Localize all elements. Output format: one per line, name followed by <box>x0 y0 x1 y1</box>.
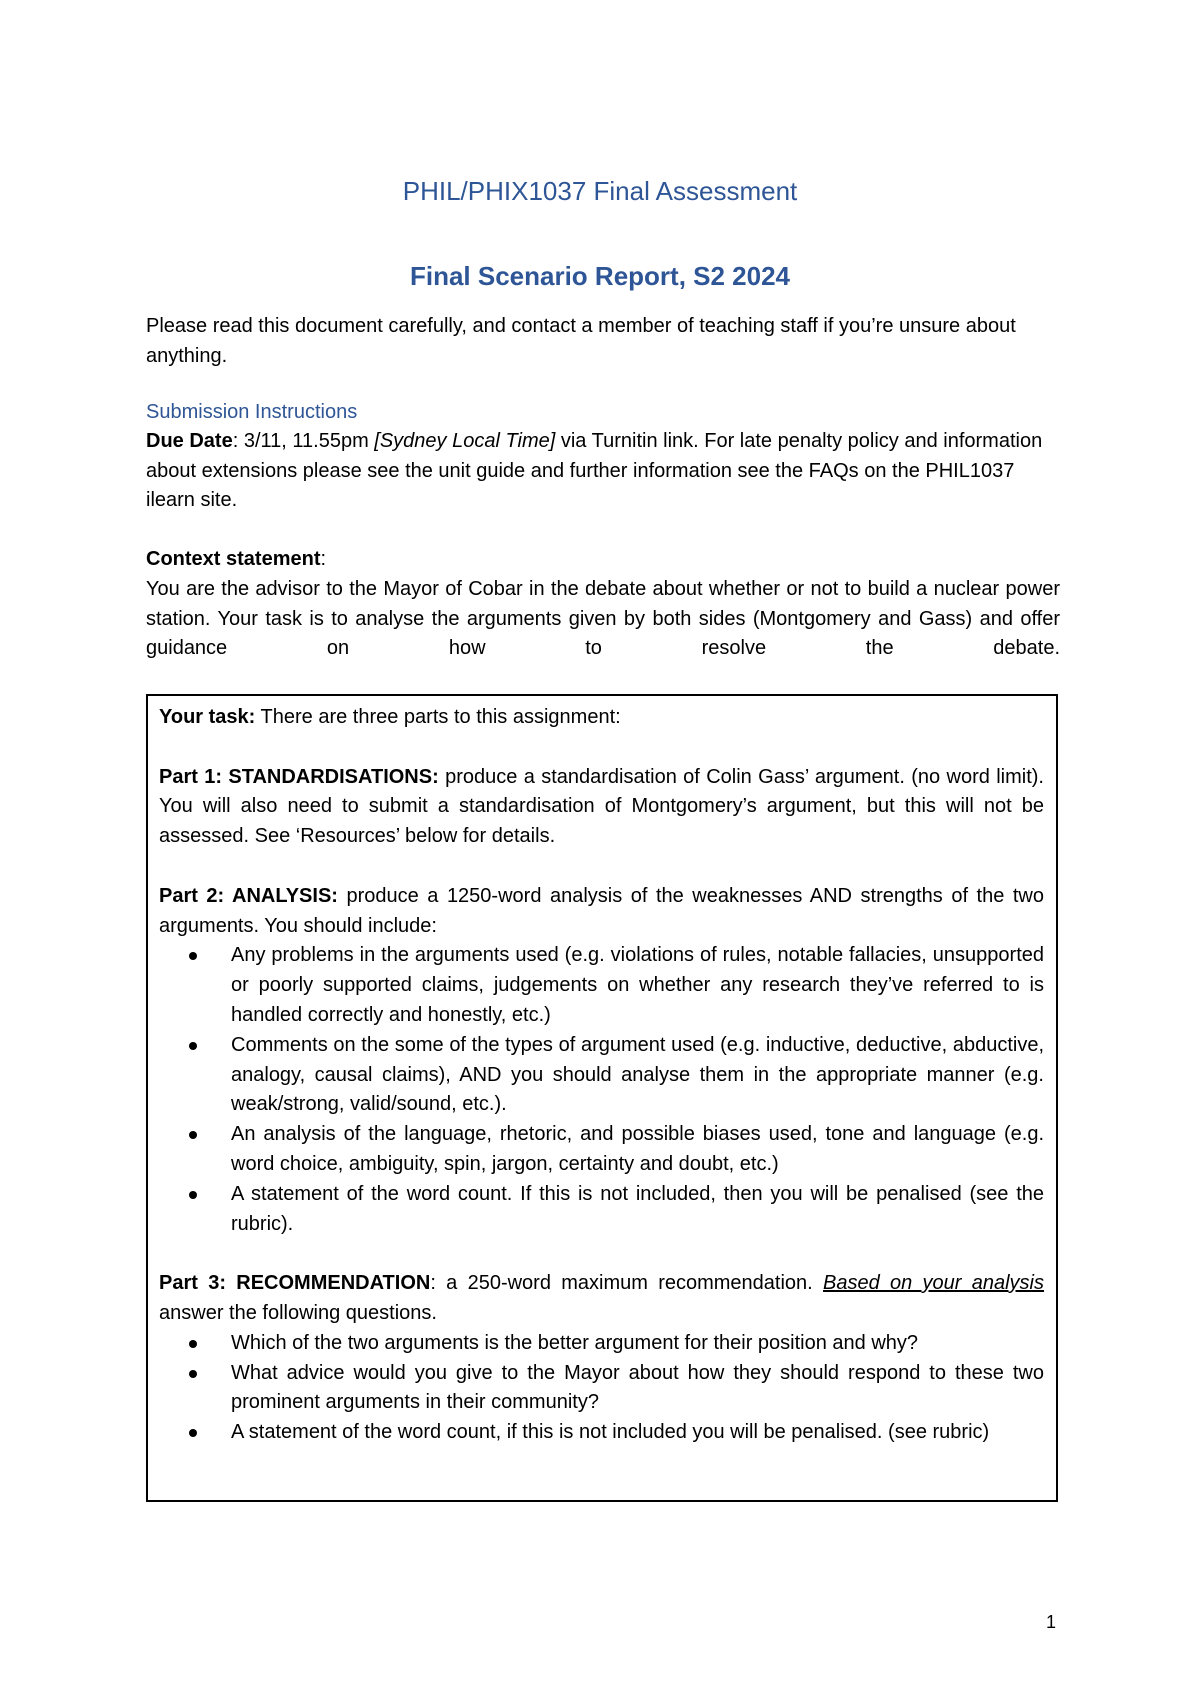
part2-label: Part 2: ANALYSIS: <box>159 884 338 907</box>
part1-paragraph <box>159 763 1044 852</box>
spacer <box>159 733 1044 763</box>
task-intro-label: Your task: <box>159 706 256 728</box>
list-item: An analysis of the language, rhetoric, and possible biases used, tone and language (e.g. word choice, ambiguity, spin, jargon, certainty and doubt, etc.) <box>231 1120 1044 1180</box>
task-intro <box>159 703 1044 733</box>
context-heading-colon: : <box>320 548 327 570</box>
task-box <box>146 694 1058 1502</box>
part1-label: Part 1: STANDARDISATIONS: <box>159 765 439 788</box>
part3-bullet-list <box>159 1329 1044 1448</box>
document-title: PHIL/PHIX1037 Final Assessment <box>402 176 798 206</box>
part3-text-b: answer the following questions. <box>159 1301 437 1324</box>
due-date-details: via Turnitin link. For late penalty policy and information about extensions please see the unit guide and further information see the FAQs on the PHIL1037 ilearn site. <box>146 430 1043 511</box>
list-item: Any problems in the arguments used (e.g. violations of rules, notable fallacies, unsupported or poorly supported claims, judgements on whether any research they’ve referred to is handled correctly and honestly, etc.) <box>231 941 1044 1030</box>
due-date-timezone: [Sydney Local Time] <box>374 430 556 452</box>
part2-bullet-list <box>159 941 1044 1239</box>
part3-paragraph <box>159 1269 1044 1329</box>
part2-text: produce a 1250-word analysis of the weaknesses AND strengths of the two arguments. You should include: <box>159 884 1044 937</box>
list-item: A statement of the word count, if this is not included you will be penalised. (see rubric) <box>231 1418 1044 1448</box>
due-date-colon: : <box>232 430 239 452</box>
list-item: Comments on the some of the types of argument used (e.g. inductive, deductive, abductive, analogy, causal claims), AND you should analyse them in the appropriate manner (e.g. weak/strong, valid/sound, etc.). <box>231 1031 1044 1120</box>
spacer <box>159 1239 1044 1269</box>
part3-label: Part 3: RECOMMENDATION <box>159 1272 431 1295</box>
due-date-time: 3/11, 11.55pm <box>238 430 375 452</box>
document-subtitle: Final Scenario Report, S2 2024 <box>409 261 791 291</box>
submission-heading: Submission Instructions <box>146 401 358 423</box>
context-heading-label: Context statement <box>146 548 321 570</box>
list-item: What advice would you give to the Mayor about how they should respond to these two prominent arguments in their community? <box>231 1359 1044 1419</box>
context-heading <box>146 545 1060 575</box>
task-intro-text: There are three parts to this assignment: <box>255 706 621 728</box>
context-body: You are the advisor to the Mayor of Cobar in the debate about whether or not to build a nuclear power station. Your task is to analyse the arguments given by both sides (Montgomery and Gass) and offer guidance on how to resolve the debate. <box>146 578 1060 659</box>
part3-underlined-text: Based on your analysis <box>823 1272 1044 1295</box>
due-date-paragraph <box>146 427 1060 516</box>
part2-paragraph <box>159 882 1044 942</box>
spacer <box>159 852 1044 882</box>
part1-text: produce a standardisation of Colin Gass’ argument. (no word limit). You will also need to submit a standardisation of Montgomery’s argument, but this will not be assessed. See ‘Resources’ below for details. <box>159 765 1044 848</box>
due-date-label: Due Date <box>146 430 233 452</box>
list-item: A statement of the word count. If this is not included, then you will be penalised (see the rubric). <box>231 1180 1044 1240</box>
list-item: Which of the two arguments is the better argument for their position and why? <box>231 1329 1044 1359</box>
intro-paragraph: Please read this document carefully, and contact a member of teaching staff if you’re unsure about anything. <box>146 315 1016 367</box>
page-number: 1 <box>1046 1612 1057 1632</box>
part3-text-a: : a 250-word maximum recommendation. <box>430 1272 824 1295</box>
